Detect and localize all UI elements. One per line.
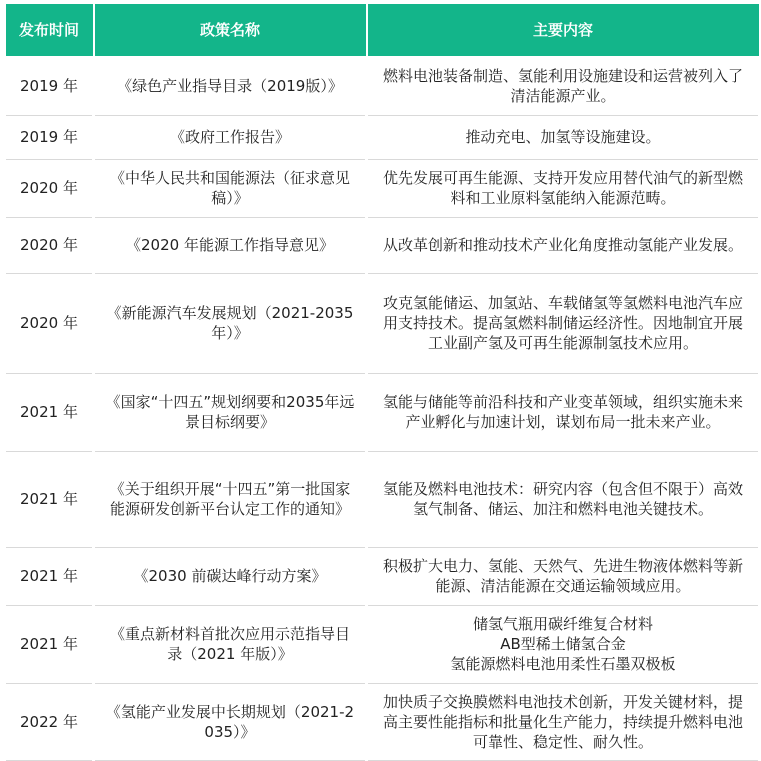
cell-year: 2019 年 — [5, 115, 94, 159]
content-line: 氢能源燃料电池用柔性石墨双极板 — [450, 655, 676, 673]
cell-policy-name: 《政府工作报告》 — [94, 115, 367, 159]
cell-content — [367, 373, 760, 451]
cell-year: 2020 年 — [5, 159, 94, 217]
table-row — [5, 159, 760, 217]
cell-policy-name: 《关于组织开展“十四五”第一批国家能源研发创新平台认定工作的通知》 — [94, 451, 367, 547]
table-row — [5, 373, 760, 451]
content-line: 优先发展可再生能源、支持开发应用替代油气的新型燃料和工业原料氢能纳入能源范畴。 — [382, 169, 743, 207]
cell-year: 2020 年 — [5, 273, 94, 373]
cell-policy-name: 《2020 年能源工作指导意见》 — [94, 217, 367, 273]
content-line: 积极扩大电力、氢能、天然气、先进生物液体燃料等新能源、清洁能源在交通运输领域应用。 — [382, 557, 743, 595]
cell-content — [367, 547, 760, 605]
cell-year: 2021 年 — [5, 547, 94, 605]
header-year: 发布时间 — [5, 3, 94, 57]
cell-content — [367, 115, 760, 159]
cell-content — [367, 273, 760, 373]
table-row — [5, 451, 760, 547]
content-line: 从改革创新和推动技术产业化角度推动氢能产业发展。 — [382, 236, 743, 254]
cell-policy-name: 《中华人民共和国能源法（征求意见稿）》 — [94, 159, 367, 217]
cell-policy-name: 《新能源汽车发展规划（2021-2035 年）》 — [94, 273, 367, 373]
cell-policy-name: 《氢能产业发展中长期规划（2021-2035）》 — [94, 683, 367, 760]
cell-year: 2021 年 — [5, 605, 94, 683]
cell-year: 2019 年 — [5, 57, 94, 115]
content-line: 燃料电池装备制造、氢能利用设施建设和运营被列入了清洁能源产业。 — [382, 67, 743, 106]
table-row — [5, 57, 760, 115]
cell-policy-name: 《重点新材料首批次应用示范指导目录（2021 年版）》 — [94, 605, 367, 683]
table-row — [5, 273, 760, 373]
cell-policy-name: 《2030 前碳达峰行动方案》 — [94, 547, 367, 605]
table-row — [5, 683, 760, 760]
table-header-row — [5, 3, 760, 57]
cell-policy-name: 《国家“十四五”规划纲要和2035年远景目标纲要》 — [94, 373, 367, 451]
cell-policy-name: 《绿色产业指导目录（2019版）》 — [94, 57, 367, 115]
table-row — [5, 217, 760, 273]
cell-year: 2021 年 — [5, 373, 94, 451]
content-line: 加快质子交换膜燃料电池技术创新，开发关键材料，提高主要性能指标和批量化生产能力，持续提升燃料电池可靠性、稳定性、耐久性。 — [382, 692, 743, 751]
cell-content — [367, 451, 760, 547]
content-line: AB型稀土储氢合金 — [500, 635, 626, 653]
cell-content — [367, 217, 760, 273]
table-row — [5, 547, 760, 605]
header-name: 政策名称 — [94, 3, 367, 57]
content-line: 攻克氢能储运、加氢站、车载储氢等氢燃料电池汽车应用支持技术。提高氢燃料制储运经济性。因地制宜开展工业副产氢及可再生能源制氢技术应用。 — [382, 294, 743, 352]
cell-content — [367, 605, 760, 683]
content-line: 氢能与储能等前沿科技和产业变革领域，组织实施未来产业孵化与加速计划，谋划布局一批未来产业。 — [382, 393, 743, 431]
table-row — [5, 605, 760, 683]
cell-content — [367, 57, 760, 115]
content-line: 推动充电、加氢等设施建设。 — [465, 128, 661, 146]
cell-year: 2022 年 — [5, 683, 94, 760]
table-row — [5, 115, 760, 159]
content-line: 氢能及燃料电池技术：研究内容（包含但不限于）高效氢气制备、储运、加注和燃料电池关键技术。 — [382, 480, 743, 518]
cell-year: 2021 年 — [5, 451, 94, 547]
policy-table — [3, 2, 761, 761]
cell-content — [367, 683, 760, 760]
header-content: 主要内容 — [367, 3, 760, 57]
cell-year: 2020 年 — [5, 217, 94, 273]
cell-content — [367, 159, 760, 217]
content-line: 储氢气瓶用碳纤维复合材料 — [472, 615, 653, 633]
